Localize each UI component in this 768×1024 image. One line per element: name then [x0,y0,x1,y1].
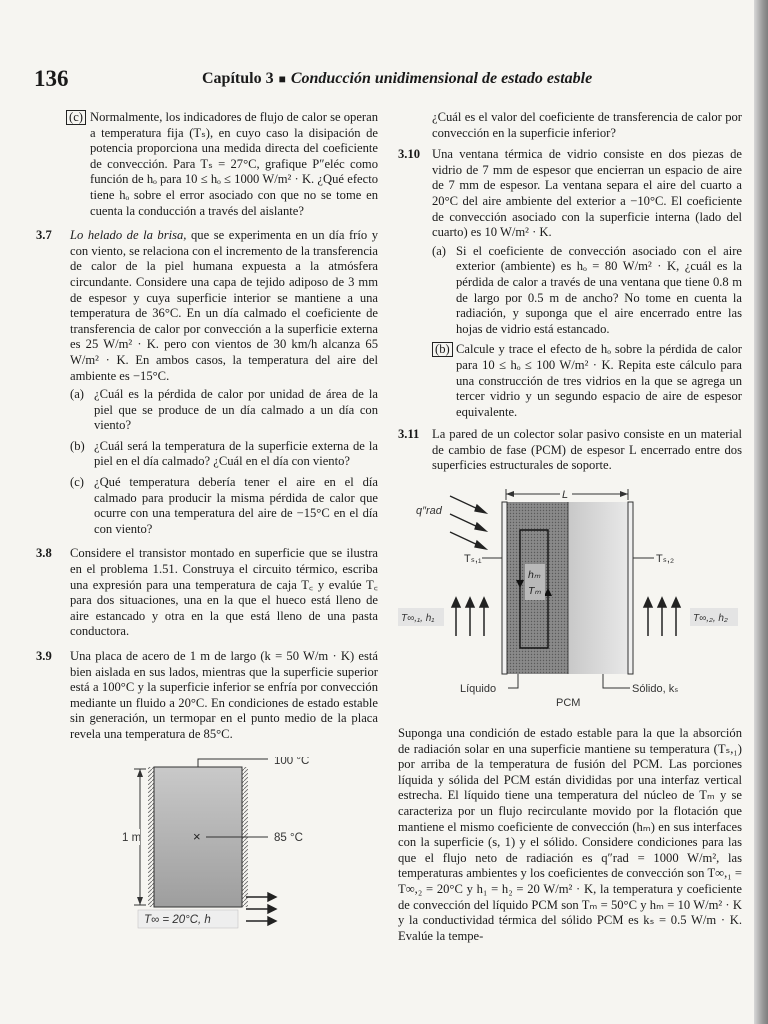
left-fluid-label: T∞,₁, h₁ [401,613,435,625]
hm-label: hₘ [528,569,541,582]
top-temp-label: 100 °C [274,756,310,767]
problem-3-7 [36,228,378,537]
problem-number: 3.7 [36,228,52,243]
mid-temp-label: 85 °C [274,831,303,844]
right-structural-wall [628,502,633,674]
right-fluid-label: T∞,₂, h₂ [693,613,728,625]
running-head [34,66,734,96]
option-b [432,342,742,420]
option-a [432,244,742,338]
problem-3-6c [66,110,378,219]
chapter-title [202,70,592,88]
problem-3-11-continued: Suponga una condición de estado estable para la que la absorción de radiación solar en una superficie mantiene su temperatura (Tₛ,₁) por arriba de la temperatura de fusión del PCM. Las porciones líquida y sólida del PCM están divididas por una interfaz vertical estrecha. El líquido tiene una temperatura del núcleo de Tₘ y se caracteriza por un flujo recirculante movido por la flotación que mantiene el mismo coeficiente de convección (hₘ) en sus interfaces con la superficie (s, 1) y el sólido. Considere condiciones para las que el flujo neto de radiación es q″rad = 1000 W/m², las temperaturas ambientes y los coeficientes de convección son T∞,₁ = T∞,₂ = 20°C y h₁ = h₂ = 20 W/m² · K, la temperatura y coeficiente de convección del líquido PCM son Tₘ = 50°C y hₘ = 10 W/m² · K y la conductividad térmica del sólido PCM es kₛ = 0.5 W/m · K. Evalúe la tempe- [398,726,742,943]
option-text: ¿Cuál será la temperatura de la superficie externa de la piel en el día calmado? ¿Cuál en el día con viento? [94,438,378,469]
left-insulation [148,767,154,907]
problem-lead: Lo helado de la brisa, [70,228,187,243]
figure-steel-plate [48,757,368,933]
top-temp-leader [198,759,268,767]
problem-text: La pared de un colector solar pasivo consiste en un material de cambio de fase (PCM) de espesor L encerrado entre dos superficies estructurales de soporte. [432,427,742,473]
option-text: Si el coeficiente de convección asociado con el aire exterior (ambiente) es hₒ = 80 W/m² · K, ¿cuál es la pérdida de calor a través de una ventana que tiene 0.8 m de largo por 0.5 m de ancho? No tome en cuenta la radiación, y suponga que el aire encerrado entre las hojas de vidrio está estancado. [456,243,742,336]
option-c [70,475,378,537]
thermocouple-mark: × [193,828,201,844]
problem-text: Considere el transistor montado en superficie que se ilustra en el problema 1.51. Construya el circuito térmico, escriba una expresión para una temperatura de caja T꜀ y evalúe T꜀ para dos situaciones, una en la que el hueco está lleno de aire estancado y otra en la que está lleno de una pasta conductora. [70,546,378,639]
left-upflow-arrows [452,598,488,636]
right-column [398,110,742,944]
option-text: ¿Cuál es la pérdida de calor por unidad de área de la piel que se produce de un día calmado a un día con viento? [94,387,378,433]
thickness-label: L [562,489,569,502]
option-label: (b) [432,342,453,357]
problem-3-8 [36,546,378,640]
dimension-arrow-up [137,769,143,777]
problem-3-9-continued: ¿Cuál es el valor del coeficiente de transferencia de calor por convección en la superficie inferior? [432,110,742,140]
problem-number: 3.9 [36,649,52,663]
option-label: (a) [432,243,446,258]
option-label: (c) [70,475,84,490]
right-upflow-arrows [644,598,680,636]
option-b [70,439,378,470]
option-text: Normalmente, los indicadores de flujo de calor se operan a temperatura fija (Tₛ), en cuyo caso la disipación de potencia proporciona una medida directa del coeficiente de convección. Para Tₛ = 27°C, grafique P″eléc como función de hₒ para 10 ≤ hₒ ≤ 1000 W/m² · K. ¿Qué efecto tiene hₒ sobre el error asociado con que no se tome en cuenta la conducción a través del aislante? [90,110,378,218]
liquid-label: Líquido [460,683,497,696]
flow-arrows [246,893,276,925]
fluid-label: T∞ = 20°C, h [144,913,211,926]
pcm-solid-region [568,502,628,674]
option-text: Calcule y trace el efecto de hₒ sobre la pérdida de calor para 10 ≤ hₒ ≤ 100 W/m² · K. Repita este cálculo para una construcción de tres vidrios en la que se agrega un tercer vidrio y un segundo espacio de aire de espesor equivalente. [456,342,742,419]
option-label: (a) [70,387,84,402]
option-a [70,387,378,434]
figure-pcm-wall [398,488,742,718]
pcm-wall-diagram [398,488,742,718]
chapter-subtitle: Conducción unidimensional de estado estable [290,70,593,87]
chapter-label: Capítulo 3 [202,70,274,87]
problem-3-9 [36,649,378,743]
left-column [36,110,378,933]
liquid-leader [508,674,518,688]
option-label: (b) [70,438,85,453]
page-number: 136 [34,66,69,91]
pcm-label: PCM [556,697,581,710]
plate-diagram [48,757,368,933]
problem-number: 3.11 [398,427,420,442]
surface1-temp-label: Tₛ,₁ [464,553,482,566]
dimension-arrow-down [137,897,143,905]
scan-edge-shadow [754,0,768,1024]
length-label: 1 m [122,831,142,844]
problem-3-11 [398,427,742,474]
problem-text: Una ventana térmica de vidrio consiste en dos piezas de vidrio de 7 mm de espesor que encierran un espacio de aire de 7 mm de espesor. La ventana separa el aire del cuarto a 20°C del aire ambiente del exterior a −10°C. El coeficiente de convección asociado con la superficie interna (lado del cuarto) es 10 W/m² · K. [432,147,742,240]
problem-3-10 [398,147,742,420]
problem-number: 3.10 [398,147,421,162]
tm-label: Tₘ [528,585,541,598]
radiation-arrows [450,496,486,549]
radiation-label: q″rad [416,505,442,518]
left-structural-wall [502,502,507,674]
problem-text: que se experimenta en un día frío y con viento, se relaciona con el incremento de la transferencia de calor de la piel humana expuesta a la atmósfera circundante. Considere una capa de tejido adiposo de 3 mm de espesor y cuya superficie interior se mantiene a una temperatura de 36°C. En un día calmado el coeficiente de transferencia de calor por convección a la superficie externa es 25 W/m² · K. pero con vientos de 30 km/h alcanza 65 W/m² · K. En ambos casos, la temperatura del aire del ambiente es −15°C. [70,228,378,383]
option-label: (c) [66,110,86,125]
problem-number: 3.8 [36,546,52,561]
option-text: ¿Qué temperatura debería tener el aire en el día calmado para producir la misma pérdida de calor que ocurre con una temperatura del aire de −15°C en el día con viento? [94,475,378,536]
solid-label: Sólido, kₛ [632,683,679,696]
solid-leader [603,674,630,688]
surface2-temp-label: Tₛ,₂ [656,553,675,566]
problem-text: Una placa de acero de 1 m de largo (k = 50 W/m · K) está bien aislada en sus lados, mientras que la superficie superior está a 100°C y la superficie inferior se enfría por convección mediante un fluido a 20°C. En condiciones de estado estable sin generación, un termopar en el punto medio de la placa revela una temperatura de 85°C. [70,649,378,741]
separator-glyph: ■ [278,72,286,86]
